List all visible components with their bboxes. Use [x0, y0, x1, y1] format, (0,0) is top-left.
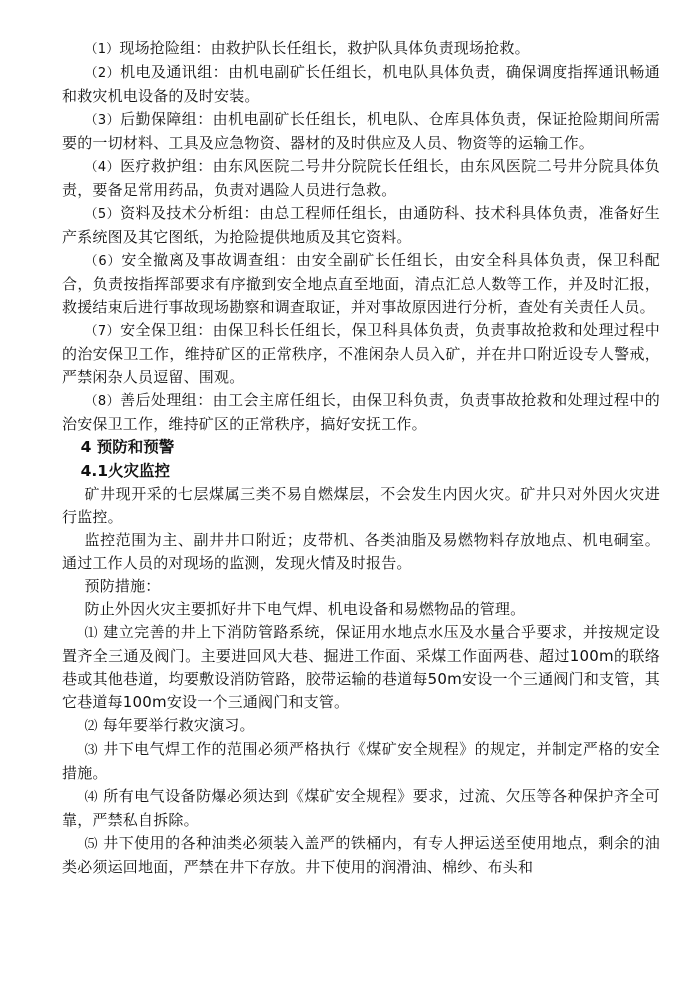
intro-paragraph: 矿井现开采的七层煤属三类不易自燃煤层，不会发生内因火灾。矿井只对外因火灾进行监控。 — [62, 485, 660, 526]
measure-text: 建立完善的井上下消防管路系统，保证用水地点水压及水量合乎要求，并按规定设置齐全三通及阀门。主要进回风大巷、掘进工作面、采煤工作面两巷、超过100m的联络巷或其他巷道，均要敷设消防管路，胶带运输的巷道每50m安设一个三通阀门和支管，其它巷道每100m安设一个三通阀门和支管。 — [62, 623, 661, 711]
group-number: （7） — [84, 324, 121, 339]
group-text: 机电及通讯组：由机电副矿长任组长，机电队具体负责，确保调度指挥通讯畅通和救灾机电设备的及时安装。 — [62, 63, 660, 105]
group-number: （3） — [84, 113, 121, 128]
group-paragraph-4 — [62, 155, 660, 202]
measure-number: ⑷ — [84, 790, 98, 805]
group-number: （6） — [84, 254, 122, 269]
group-text: 资料及技术分析组：由总工程师任组长，由通防科、技术科具体负责，准备好生产系统图及其它图纸，为抢险提供地质及其它资料。 — [62, 204, 660, 246]
subsection-heading: 4.1火灾监控 — [80, 462, 171, 480]
group-text: 现场抢险组：由救护队长任组长，救护队具体负责现场抢救。 — [119, 39, 530, 57]
measure-paragraph-4 — [62, 785, 660, 832]
group-paragraph-5 — [62, 202, 660, 249]
measure-number: ⑸ — [84, 837, 98, 852]
group-text: 后勤保障组：由机电副矿长任组长，机电队、仓库具体负责，保证抢险期间所需要的一切材料、工具及应急物资、器材的及时供应及人员、物资等的运输工作。 — [62, 110, 660, 152]
group-paragraph-1 — [62, 37, 660, 61]
group-text: 善后处理组：由工会主席任组长，由保卫科负责，负责事故抢救和处理过程中的治安保卫工作，维持矿区的正常秩序，搞好安抚工作。 — [62, 391, 660, 433]
measure-number: ⑴ — [84, 626, 98, 641]
measure-paragraph-2 — [62, 714, 660, 738]
group-number: （1） — [84, 42, 120, 57]
measure-text: 每年要举行救灾演习。 — [97, 716, 255, 734]
measures-label: 预防措施： — [84, 577, 161, 595]
group-paragraph-7 — [62, 319, 660, 389]
group-number: （4） — [84, 160, 121, 175]
measure-text: 所有电气设备防爆必须达到《煤矿安全规程》要求，过流、欠压等各种保护齐全可靠，严禁私自拆除。 — [62, 787, 661, 829]
measure-number: ⑵ — [84, 719, 98, 734]
group-text: 安全保卫组：由保卫科长任组长，保卫科具体负责，负责事故抢救和处理过程中的治安保卫工作，维持矿区的正常秩序，不准闲杂人员入矿，并在井口附近设专人警戒，严禁闲杂人员逗留、围观。 — [62, 321, 660, 386]
group-paragraph-3 — [62, 108, 660, 155]
group-paragraph-6 — [62, 249, 660, 319]
group-number: （2） — [84, 66, 121, 81]
measure-text: 井下使用的各种油类必须装入盖严的铁桶内，有专人押运送至使用地点，剩余的油类必须运回地面，严禁在井下存放。井下使用的润滑油、棉纱、布头和 — [62, 834, 661, 876]
group-paragraph-2 — [62, 61, 660, 108]
group-text: 医疗救护组：由东风医院二号井分院院长任组长，由东风医院二号井分院具体负责，要备足常用药品，负责对遇险人员进行急救。 — [62, 157, 660, 199]
measure-paragraph-3 — [62, 738, 660, 785]
group-text: 安全撤离及事故调查组：由安全副矿长任组长，由安全科具体负责，保卫科配合，负责按指挥部要求有序撤到安全地点直至地面，清点汇总人数等工作，并及时汇报，救援结束后进行事故现场勘察和调查取证，并对事故原因进行分析，查处有关责任人员。 — [62, 251, 660, 316]
measures-intro: 防止外因火灾主要抓好井下电气焊、机电设备和易燃物品的管理。 — [84, 600, 526, 618]
measure-paragraph-5 — [62, 832, 660, 879]
group-number: （8） — [84, 394, 121, 409]
measure-paragraph-1 — [62, 621, 660, 714]
group-paragraph-8 — [62, 389, 660, 436]
measure-number: ⑶ — [84, 743, 98, 758]
section-heading: 4 预防和预警 — [80, 438, 175, 456]
group-number: （5） — [84, 207, 121, 222]
scope-paragraph: 监控范围为主、副井井口附近；皮带机、各类油脂及易燃物料存放地点、机电硐室。通过工作人员的对现场的监测，发现火情及时报告。 — [62, 531, 660, 572]
measure-text: 井下电气焊工作的范围必须严格执行《煤矿安全规程》的规定，并制定严格的安全措施。 — [62, 740, 661, 782]
